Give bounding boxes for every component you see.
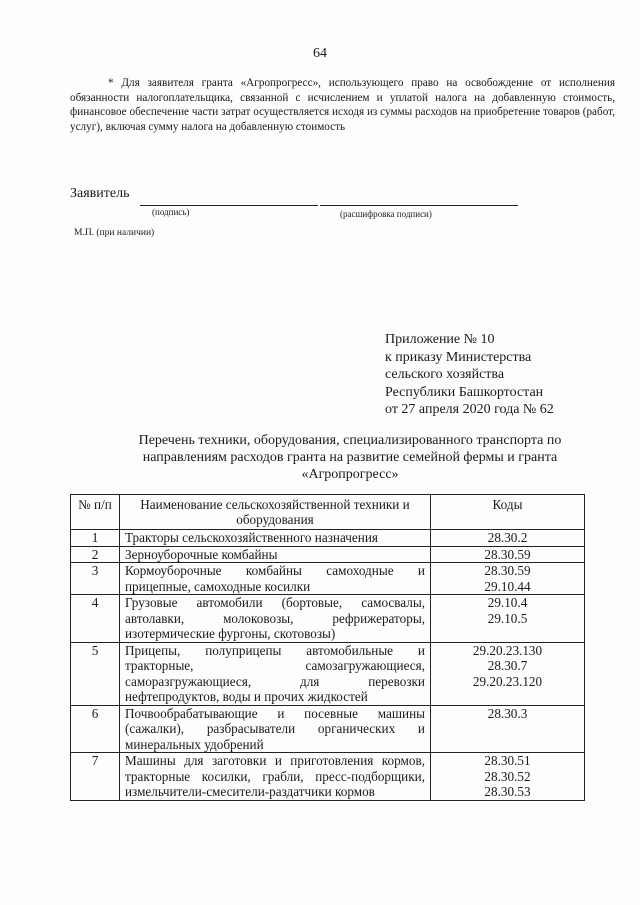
title-line: «Агропрогресс» [301, 467, 399, 482]
code-value: 28.30.51 [484, 753, 531, 768]
code-value: 29.20.23.120 [472, 673, 543, 689]
row-number: 6 [71, 705, 120, 753]
stamp-note: М.П. (при наличии) [74, 228, 155, 238]
appendix-line: сельского хозяйства [385, 367, 505, 383]
table-row [71, 563, 585, 595]
signature-caption: (подпись) [152, 207, 190, 217]
page-number: 64 [313, 46, 327, 61]
footnote: * Для заявителя гранта «Агропрогресс», использующего право на освобождение от исполнения обязанности налогоплательщика, связанной с исчислением и уплатой налога на добавленную стоимость, финансовое обеспечение части затрат осуществляется исходя из суммы расходов на приобретение товаров (работ, услуг), включая сумму налога на добавленную стоимость [70, 77, 615, 133]
appendix-line: от 27 апреля 2020 года № 62 [385, 402, 554, 418]
row-number: 2 [71, 546, 120, 563]
row-name: Зерноуборочные комбайны [120, 546, 431, 563]
appendix-line: к приказу Министерства [385, 349, 532, 365]
code-value: 29.10.5 [487, 610, 528, 626]
header-name: Наименование сельскохозяйственной техники и оборудования [120, 495, 431, 530]
applicant-label: Заявитель [70, 186, 130, 201]
code-value: 28.30.53 [484, 784, 531, 799]
code-value: 29.10.4 [487, 595, 528, 610]
appendix-line: Приложение № 10 [385, 332, 495, 347]
code-value: 28.30.2 [487, 530, 528, 545]
code-value: 28.30.59 [484, 563, 531, 578]
table-row [71, 595, 585, 643]
row-codes [431, 595, 585, 643]
code-value: 29.10.44 [484, 578, 531, 594]
title-line: Перечень техники, оборудования, специализированного транспорта по [138, 433, 562, 448]
appendix-line: Республики Башкортостан [385, 384, 544, 400]
row-codes [431, 530, 585, 547]
row-number: 5 [71, 642, 120, 705]
header-num: № п/п [71, 495, 120, 530]
title-line: направлениям расходов гранта на развитие семейной фермы и гранта [142, 450, 558, 465]
table-row [71, 642, 585, 705]
code-value: 28.30.59 [484, 546, 531, 562]
row-name: Машины для заготовки и приготовления кормов, тракторные косилки, грабли, пресс-подборщики, измельчители-смесители-раздатчики кормов [120, 753, 431, 801]
row-name: Прицепы, полуприцепы автомобильные и тракторные, самозагружающиеся, саморазгружающиеся, для перевозки нефтепродуктов, воды и прочих жидкостей [120, 642, 431, 705]
row-number: 4 [71, 595, 120, 643]
table-header-row [71, 495, 585, 530]
code-value: 28.30.7 [487, 658, 528, 673]
row-codes [431, 753, 585, 801]
table-row [71, 753, 585, 801]
row-name: Почвообрабатывающие и посевные машины (сажалки), разбрасыватели органических и минеральных удобрений [120, 705, 431, 753]
code-value: 28.30.3 [487, 705, 528, 721]
signature-decode-caption: (расшифровка подписи) [340, 209, 432, 219]
code-value: 29.20.23.130 [472, 642, 543, 658]
row-name: Тракторы сельскохозяйственного назначения [120, 530, 431, 547]
code-value: 28.30.52 [484, 768, 531, 784]
row-codes [431, 705, 585, 753]
row-name: Кормоуборочные комбайны самоходные и прицепные, самоходные косилки [120, 563, 431, 595]
row-codes [431, 546, 585, 563]
signature-line [140, 205, 318, 206]
row-codes [431, 642, 585, 705]
row-number: 7 [71, 753, 120, 801]
table-row [71, 705, 585, 753]
header-codes: Коды [431, 495, 585, 530]
row-name: Грузовые автомобили (бортовые, самосвалы, автолавки, молоковозы, рефрижераторы, изотермические фургоны, скотовозы) [120, 595, 431, 643]
appendix-header [385, 331, 554, 419]
row-codes [431, 563, 585, 595]
row-number: 1 [71, 530, 120, 547]
table-body [71, 530, 585, 801]
row-number: 3 [71, 563, 120, 595]
signature-decode-line [320, 205, 518, 206]
equipment-table [70, 494, 585, 801]
table-row [71, 546, 585, 563]
document-title [70, 432, 630, 483]
table-row [71, 530, 585, 547]
